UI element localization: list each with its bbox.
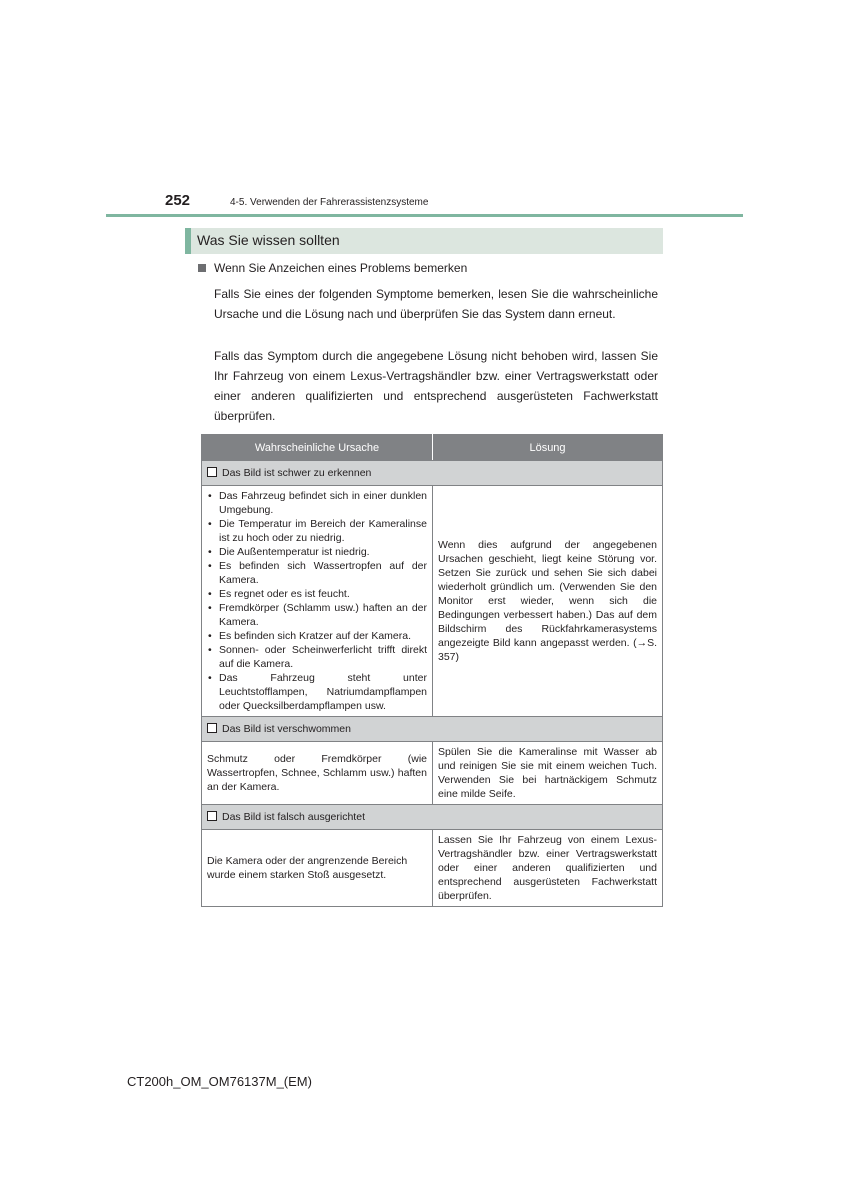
- section-title: 4-5. Verwenden der Fahrerassistenzsysteme: [230, 197, 429, 208]
- column-header-solution: Lösung: [433, 435, 663, 461]
- table-header-row: [202, 435, 663, 461]
- troubleshooting-table: [201, 434, 663, 907]
- category-label: Das Bild ist falsch ausgerichtet: [222, 811, 365, 823]
- checkbox-icon: [207, 723, 217, 733]
- solution-cell: Spülen Sie die Kameralinse mit Wasser ab und reinigen Sie sie mit einem weichen Tuch. Verwenden Sie bei hartnäckigem Schmutz eine milde Seife.: [433, 742, 663, 805]
- column-header-cause: Wahrscheinliche Ursache: [202, 435, 433, 461]
- advice-paragraph: Falls das Symptom durch die angegebene Lösung nicht behoben wird, lassen Sie Ihr Fahrzeug von einem Lexus-Vertragshändler bzw. einer Vertragswerkstatt oder einer anderen qualifizierten und entsprechend ausgerüsteten Fachwerkstatt überprüfen.: [214, 349, 658, 423]
- category-row: [202, 461, 663, 486]
- list-item: • Das Fahrzeug befindet sich in einer dunklen Umgebung.: [207, 489, 427, 517]
- header-rule: [106, 214, 743, 217]
- list-item: • Es befinden sich Kratzer auf der Kamera.: [207, 629, 427, 643]
- page-number: 252: [165, 192, 191, 209]
- cause-cell: Schmutz oder Fremdkörper (wie Wassertropfen, Schnee, Schlamm usw.) haften an der Kamera.: [202, 742, 433, 805]
- category-row: [202, 717, 663, 742]
- table-row: [202, 830, 663, 907]
- subsection-heading: [198, 261, 467, 275]
- category-cell: [202, 805, 663, 830]
- category-cell: [202, 717, 663, 742]
- list-item: • Fremdkörper (Schlamm usw.) haften an der Kamera.: [207, 601, 427, 629]
- list-item: • Die Temperatur im Bereich der Kameralinse ist zu hoch oder zu niedrig.: [207, 517, 427, 545]
- footer-doc-code: CT200h_OM_OM76137M_(EM): [127, 1074, 312, 1089]
- subsection-title: Wenn Sie Anzeichen eines Problems bemerken: [214, 261, 468, 275]
- category-label: Das Bild ist verschwommen: [222, 723, 351, 735]
- list-item: • Die Außentemperatur ist niedrig.: [207, 545, 427, 559]
- table-row: [202, 486, 663, 717]
- table-row: [202, 742, 663, 805]
- cause-cell: [202, 486, 433, 717]
- list-item: • Sonnen- oder Scheinwerferlicht trifft direkt auf die Kamera.: [207, 643, 427, 671]
- list-item: • Es befinden sich Wassertropfen auf der Kamera.: [207, 559, 427, 587]
- square-bullet-icon: [198, 264, 206, 272]
- category-cell: [202, 461, 663, 486]
- solution-cell: Wenn dies aufgrund der angegebenen Ursachen geschieht, liegt keine Störung vor. Setzen Sie zurück und sehen Sie sich dabei wiederholt gründlich um. (Verwenden Sie den Monitor erst wieder, wenn sich die Bedingungen verbessert haben.) Das auf dem Bildschirm des Rückfahrkamerasystems angezeigte Bild kann angepasst werden. (→S. 357): [433, 486, 663, 717]
- checkbox-icon: [207, 467, 217, 477]
- intro-paragraph: Falls Sie eines der folgenden Symptome bemerken, lesen Sie die wahrscheinliche Ursache und die Lösung nach und überprüfen Sie das System dann erneut.: [214, 287, 658, 321]
- list-item: • Das Fahrzeug steht unter Leuchtstofflampen, Natriumdampflampen oder Quecksilberdampflampen usw.: [207, 671, 427, 713]
- cause-list: [207, 489, 427, 713]
- category-label: Das Bild ist schwer zu erkennen: [222, 467, 372, 479]
- info-heading-title: Was Sie wissen sollten: [197, 232, 340, 248]
- category-row: [202, 805, 663, 830]
- list-item: • Es regnet oder es ist feucht.: [207, 587, 427, 601]
- solution-cell: Lassen Sie Ihr Fahrzeug von einem Lexus-Vertragshändler bzw. einer Vertragswerkstatt oder einer anderen qualifizierten und entsprechend ausgerüsteten Fachwerkstatt überprüfen.: [433, 830, 663, 907]
- cause-cell: Die Kamera oder der angrenzende Bereich wurde einem starken Stoß ausgesetzt.: [202, 830, 433, 907]
- checkbox-icon: [207, 811, 217, 821]
- info-heading-box: [185, 228, 663, 254]
